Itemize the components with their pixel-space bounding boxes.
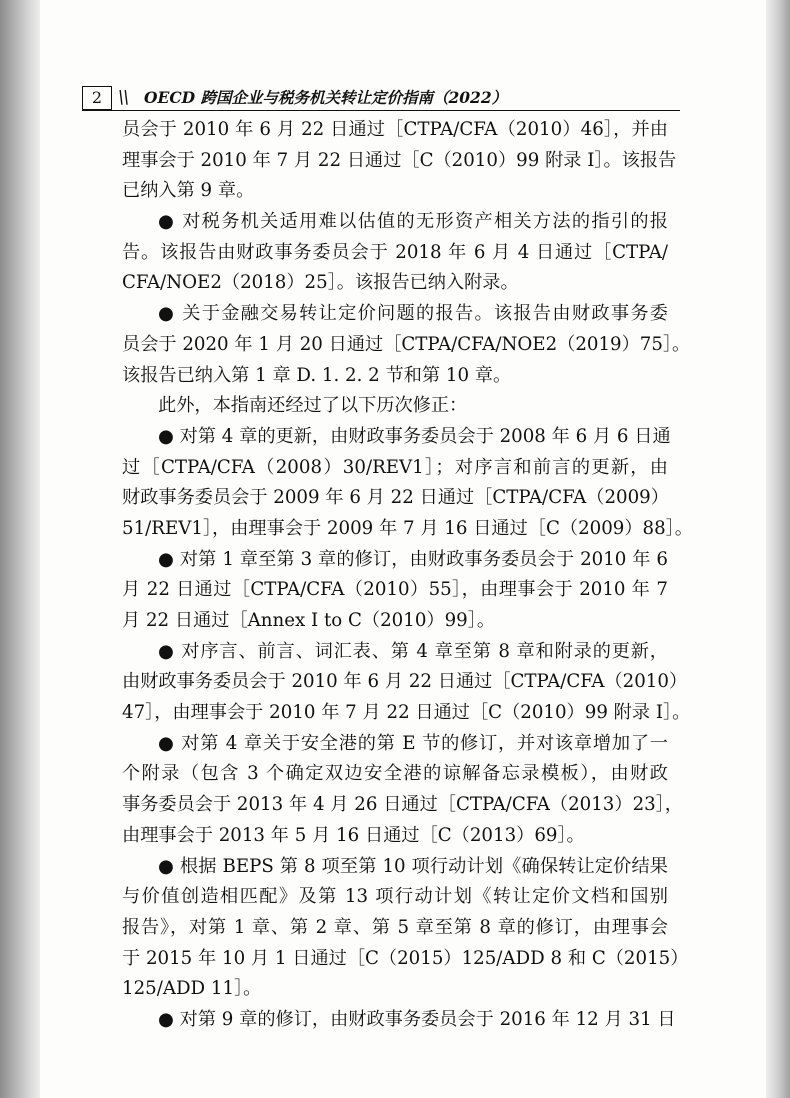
text-line: 报告》，对第 1 章、第 2 章、第 5 章至第 8 章的修订，由理事会 bbox=[122, 916, 668, 938]
header-separator: \\ bbox=[118, 87, 129, 108]
text-line: 由财政事务委员会于 2010 年 6 月 22 日通过［CTPA/CFA（2010） bbox=[122, 671, 688, 693]
text-line: 事务委员会于 2013 年 4 月 26 日通过［CTPA/CFA（2013）23］， bbox=[122, 794, 683, 816]
text-line: ● 对第 4 章关于安全港的第 E 节的修订，并对该章增加了一 bbox=[158, 732, 668, 754]
text-line: 员会于 2010 年 6 月 22 日通过［CTPA/CFA（2010）46］，并由 bbox=[122, 119, 668, 140]
text-line: 此外，本指南还经过了以下历次修正： bbox=[158, 395, 468, 417]
body-text bbox=[122, 115, 693, 1036]
text-line: 员会于 2020 年 1 月 20 日通过［CTPA/CFA/NOE2（2019）75］。 bbox=[122, 333, 691, 355]
running-header bbox=[82, 86, 680, 112]
text-line: 该报告已纳入第 1 章 D. 1. 2. 2 节和第 10 章。 bbox=[122, 364, 512, 386]
text-line: 51/REV1］，由理事会于 2009 年 7 月 16 日通过［C（2009）88］。 bbox=[122, 517, 693, 539]
text-line: 理事会于 2010 年 7 月 22 日通过［C（2010）99 附录 I］。该报告 bbox=[122, 149, 677, 171]
running-title: OECD 跨国企业与税务机关转让定价指南（2022） bbox=[144, 88, 508, 107]
text-line: 月 22 日通过［Annex I to C（2010）99］。 bbox=[122, 610, 496, 631]
scan-gutter-right bbox=[766, 0, 790, 1098]
text-line: ● 对第 1 章至第 3 章的修订，由财政事务委员会于 2010 年 6 bbox=[158, 548, 668, 570]
text-line: ● 对序言、前言、词汇表、第 4 章至第 8 章和附录的更新， bbox=[158, 640, 668, 662]
text-line: 由理事会于 2013 年 5 月 16 日通过［C（2013）69］。 bbox=[122, 824, 585, 846]
text-line: ● 关于金融交易转让定价问题的报告。该报告由财政事务委 bbox=[158, 303, 668, 325]
text-line: 告。该报告由财政事务委员会于 2018 年 6 月 4 日通过［CTPA/ bbox=[122, 241, 668, 263]
text-line: 47］，由理事会于 2010 年 7 月 22 日通过［C（2010）99 附录 I］。 bbox=[122, 702, 691, 724]
text-line: ● 根据 BEPS 第 8 项至第 10 项行动计划《确保转让定价结果 bbox=[158, 855, 668, 877]
text-line: 财政事务委员会于 2009 年 6 月 22 日通过［CTPA/CFA（2009） bbox=[122, 487, 669, 509]
text-line: 个附录（包含 3 个确定双边安全港的谅解备忘录模板），由财政 bbox=[122, 763, 668, 785]
text-line: 过［CTPA/CFA（2008）30/REV1］；对序言和前言的更新，由 bbox=[122, 456, 668, 478]
page-number: 2 bbox=[82, 86, 112, 110]
text-line: 与价值创造相匹配》及第 13 项行动计划《转让定价文档和国别 bbox=[122, 886, 668, 908]
text-line: 于 2015 年 10 月 1 日通过［C（2015）125/ADD 8 和 C（2015） bbox=[122, 947, 689, 969]
text-line: 已纳入第 9 章。 bbox=[122, 180, 255, 202]
scan-gutter-left bbox=[0, 0, 40, 1098]
text-line: 125/ADD 11］。 bbox=[122, 978, 262, 1000]
text-line: ● 对税务机关适用难以估值的无形资产相关方法的指引的报 bbox=[158, 211, 668, 233]
text-line: 月 22 日通过［CTPA/CFA（2010）55］，由理事会于 2010 年 7 bbox=[122, 579, 668, 601]
text-line: ● 对第 9 章的修订，由财政事务委员会于 2016 年 12 月 31 日 bbox=[158, 1008, 676, 1030]
header-rule bbox=[82, 110, 680, 111]
text-line: ● 对第 4 章的更新，由财政事务委员会于 2008 年 6 月 6 日通 bbox=[158, 425, 671, 447]
text-line: CFA/NOE2（2018）25］。该报告已纳入附录。 bbox=[122, 272, 519, 294]
